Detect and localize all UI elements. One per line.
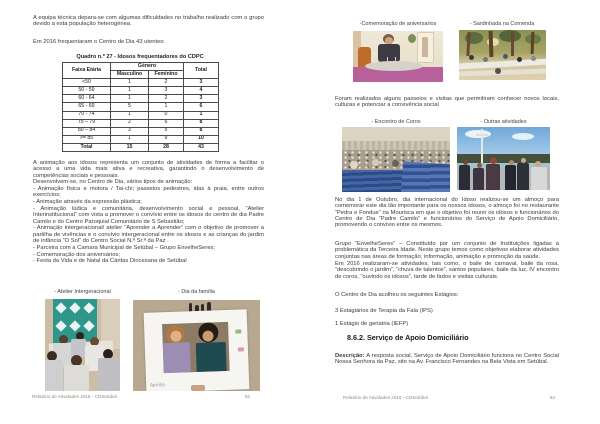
table-cell: 3: [111, 127, 149, 135]
child-figure: [98, 358, 120, 391]
table-header-cell: Feminino: [149, 71, 184, 79]
paragraph-estagio-iefp: 1 Estágio de geriatria (IEFP): [335, 321, 409, 327]
table-cell: >= 85: [63, 135, 111, 143]
tree-trunk: [466, 32, 470, 56]
table-cell: 60 - 64: [63, 95, 111, 103]
paragraph-desenvolvem: Desenvolvem-se, no Centro de Dia, vários tipos de animação:: [33, 179, 193, 186]
wall-shape: [342, 141, 450, 150]
descricao-label: Descrição:: [335, 353, 365, 359]
person-figure: [490, 157, 497, 164]
table-header-cell: Total: [184, 63, 219, 79]
table-cell: 2: [149, 79, 184, 87]
table-cell: 75 – 79: [63, 119, 111, 127]
person-figure: [517, 57, 522, 62]
paragraph-dia-idoso: No dia 1 de Outubro, dia internacional do Idoso realizou-se um almoço para comemorar este dia tão importante para os nossos idosos, o almoço foi no restaurante “Pedra e Fondue” na Mourisca em que o objetivo foi reunir os idosos e funcionários do Centro de Dia “Padre Camilo” e funcionários do Serviço de Apoio Domiciliário, promovendo o convívio entre os mesmos.: [335, 197, 559, 229]
table-row: [63, 103, 219, 111]
page-right: [300, 0, 600, 424]
caption-outras-atividades: - Outras atividades: [480, 119, 527, 125]
paragraph-animacao: A animação aos idosos representa um conjunto de atividades de forma a facilitar o acesso a uma vida mais ativa e recreativa, garantindo o desenvolvimento de competências sociais e pessoais.: [33, 160, 264, 179]
paragraph-intro: A equipa técnica depara-se com algumas dificuldades no trabalho realizado com o grupo devido a esta população heterogénea.: [33, 15, 264, 28]
caption-dia-da-familia: - Dia da família: [178, 289, 215, 295]
photo-sardinhada-comenda: [459, 30, 546, 80]
descricao-text: A resposta social, Serviço de Apoio Domiciliário funciona no Centro Social Nossa Senhora da Paz, sito na Av. Francisco Fernandes na Bela Vista em Setúbal.: [335, 353, 559, 366]
table-cell: 0: [149, 111, 184, 119]
table-cell: 1: [111, 135, 149, 143]
table-cell: 3: [149, 87, 184, 95]
person-figure: [473, 168, 484, 190]
woman-figure: [196, 342, 227, 372]
table-header-cell: Género: [111, 63, 184, 71]
paragraph-estagios: O Centro de Dia acolheu os seguintes Estágios:: [335, 292, 459, 298]
person-figure: [503, 54, 508, 59]
table-cell: 2: [149, 95, 184, 103]
table-cell: 8: [184, 119, 219, 127]
child-figure: [45, 360, 63, 391]
table-cell: <50: [63, 79, 111, 87]
door-diamond: [55, 302, 66, 313]
table-cell: 43: [184, 143, 219, 151]
table-cell: 1: [111, 111, 149, 119]
caption-atelier-intergeracional: - Atelier Intergeracional: [54, 289, 111, 295]
paragraph-descricao: [335, 353, 559, 366]
person-figure: [483, 57, 488, 62]
table-quadro-27-wrapper: [62, 62, 219, 152]
person-figure: [531, 56, 536, 61]
table-cell: 1: [184, 111, 219, 119]
table-cell: 5: [149, 127, 184, 135]
person-figure: [505, 165, 516, 190]
person-figure: [486, 164, 500, 190]
ceiling-shape: [342, 127, 450, 141]
footer-left: [32, 394, 250, 399]
paragraph-estagiarios-ips: 3 Estagiários de Terapia da Fala (IPS): [335, 308, 433, 314]
caption-encontro-coros: - Encontro de Coros: [371, 119, 421, 125]
person-figure: [422, 37, 428, 57]
sticker: [238, 347, 244, 351]
photo-encontro-coros: [342, 127, 450, 192]
bullet-item: - Animação física e motora / Tai-chi; passeios pedestres, idas à praia, entre outros exercícios;: [33, 186, 264, 199]
paragraph-atividades-2016: Em 2016 realizaram-se atividades, tais como, o baile de carnaval, baile da rosa, “descobrindo o jardim”, “chuva de talentos”, santos populares, baile da luz, IV encontro de coros, “ouvindo os idosos”, tarde de fados e visitas culturais.: [335, 261, 559, 280]
table-cell: 8: [184, 127, 219, 135]
bullet-item: - Animação intergeracional/ atelier “Aprender a Aprender” com o objetivo de promover a partilha de vivências e o convívio intergeracional entre os idosos e as crianças do jardim de infância “O Sol” do Centro Social N.ª Sr.ª da Paz .: [33, 225, 264, 245]
child-figure: [64, 365, 89, 391]
bullet-item: - Parceira com a Camara Municipal de Setúbal – Grupo EnvelheSeres;: [33, 244, 216, 251]
photo-atelier-intergeracional: [45, 299, 120, 391]
candle-shape: [387, 57, 388, 62]
table-header-cell: Faixa Etária: [63, 63, 111, 79]
paragraph-envelheseres: Grupo “EnvelheSeres” – Constituído por um conjunto de Instituições ligadas à problemática da Terceira Idade. Neste grupo temos como objetivos elaborar atividades conjuntas nas áreas de formação, informação, animação e promoção da saúde.: [335, 241, 559, 260]
table-row: [63, 119, 219, 127]
door-diamond: [69, 302, 80, 313]
table-cell: 10: [184, 135, 219, 143]
photo-dia-da-familia: [133, 300, 260, 391]
table-cell: 3: [184, 79, 219, 87]
table-cell: 6: [149, 119, 184, 127]
animation-text-block: [33, 160, 264, 265]
table-row: [63, 79, 219, 87]
person-figure: [350, 161, 358, 169]
table-title: Quadro n.º 27 - Idosos frequentadores do CDPC: [76, 54, 204, 60]
person-figure: [517, 163, 529, 190]
person-figure: [459, 165, 470, 190]
person-figure: [531, 167, 547, 190]
table-header-cell: Masculino: [111, 71, 149, 79]
child-figure: [71, 339, 86, 357]
table-cell: 4: [184, 87, 219, 95]
photo-outras-atividades: [457, 127, 550, 190]
footer-text: Relatório de Atividades 2016 - CDSetúbal: [32, 394, 117, 399]
table-cell: 15: [111, 143, 149, 151]
frame-label: família: [150, 382, 166, 389]
woman-figure: [378, 44, 400, 62]
seat-rows: [401, 161, 450, 192]
caption-sardinhada-comenda: - Sardinhada na Comenda: [469, 21, 535, 27]
table-row: [63, 87, 219, 95]
person-figure: [495, 68, 501, 74]
door-diamond: [55, 320, 66, 331]
bullet-item: - Comemoração dos aniversários;: [33, 251, 120, 258]
door-diamond: [83, 320, 94, 331]
table-cell: 1: [111, 95, 149, 103]
table-cell: 3: [184, 95, 219, 103]
table-cell: 2: [111, 119, 149, 127]
paragraph-passeios: Foram realizados alguns passeios e visitas que permitiram conhecer novos locais, culturas e potenciar a convivência social: [335, 96, 559, 109]
tree-trunk: [531, 32, 535, 54]
page-number: 53: [549, 395, 555, 400]
photo-window: [162, 322, 230, 373]
cake-shape: [365, 61, 423, 71]
table-cell: 6: [184, 103, 219, 111]
table-cell: 80 – 84: [63, 127, 111, 135]
table-cell: 28: [149, 143, 184, 151]
section-heading-8-6-2: 8.6.2. Serviço de Apoio Domiciliário: [347, 333, 469, 342]
table-quadro-27: [62, 62, 219, 152]
sticker: [235, 329, 241, 333]
table-row: [63, 111, 219, 119]
person-figure: [372, 159, 379, 166]
door-diamond: [83, 302, 94, 313]
table-cell: 9: [149, 135, 184, 143]
woman-figure: [163, 342, 191, 373]
footer-right: [343, 395, 555, 400]
table-row: [63, 135, 219, 143]
cloud-shape: [512, 133, 534, 140]
footer-text: Relatório de Atividades 2016 - CDSetúbal: [343, 395, 428, 400]
table-cell: 1: [149, 103, 184, 111]
hand-shape: [191, 385, 205, 391]
table-cell: 1: [111, 79, 149, 87]
table-row: [63, 95, 219, 103]
table-row: [63, 127, 219, 135]
bullet-item: - Animação lúdica e comunitária, desenvolvimento social e pessoal, “Atelier Interinstitucional” com vista a promover o convívio entre os idosos do centro de dia Padre Camilo e do Centro Paroquial Comunitário de S Sebastião;: [33, 206, 264, 225]
table-cell: 1: [111, 87, 149, 95]
photo-comemoracao-aniversarios: [353, 31, 443, 82]
tree-trunk: [511, 32, 514, 56]
page-number: 52: [244, 394, 250, 399]
table-cell: 65 - 69: [63, 103, 111, 111]
candle-shape: [395, 57, 396, 62]
person-figure: [392, 160, 399, 167]
table-cell: 5: [111, 103, 149, 111]
table-total-row: [63, 143, 219, 151]
caption-comemoracao-aniversarios: -Comemoração de aniversarios: [359, 21, 437, 27]
frame-shape: [144, 309, 250, 391]
bullet-item: - Animação através da expressão plástica;: [33, 199, 142, 206]
foliage-shape: [499, 30, 521, 42]
tree-trunk: [489, 31, 494, 57]
person-figure: [469, 55, 474, 60]
door-diamond: [69, 320, 80, 331]
bullet-item: - Festa da Vida e de Natal da Cáritas Diocesana de Setúbal: [33, 258, 187, 265]
table-cell: 50 - 59: [63, 87, 111, 95]
mast-crossbar: [476, 134, 488, 136]
table-header-row: [63, 63, 219, 71]
plant-shape: [408, 34, 416, 43]
table-shape: [459, 68, 546, 76]
paragraph-utentes: Em 2016 frequentaram o Centro de Dia 43 utentes:: [33, 39, 165, 45]
table-cell: 70 - 74: [63, 111, 111, 119]
table-cell: Total: [63, 143, 111, 151]
